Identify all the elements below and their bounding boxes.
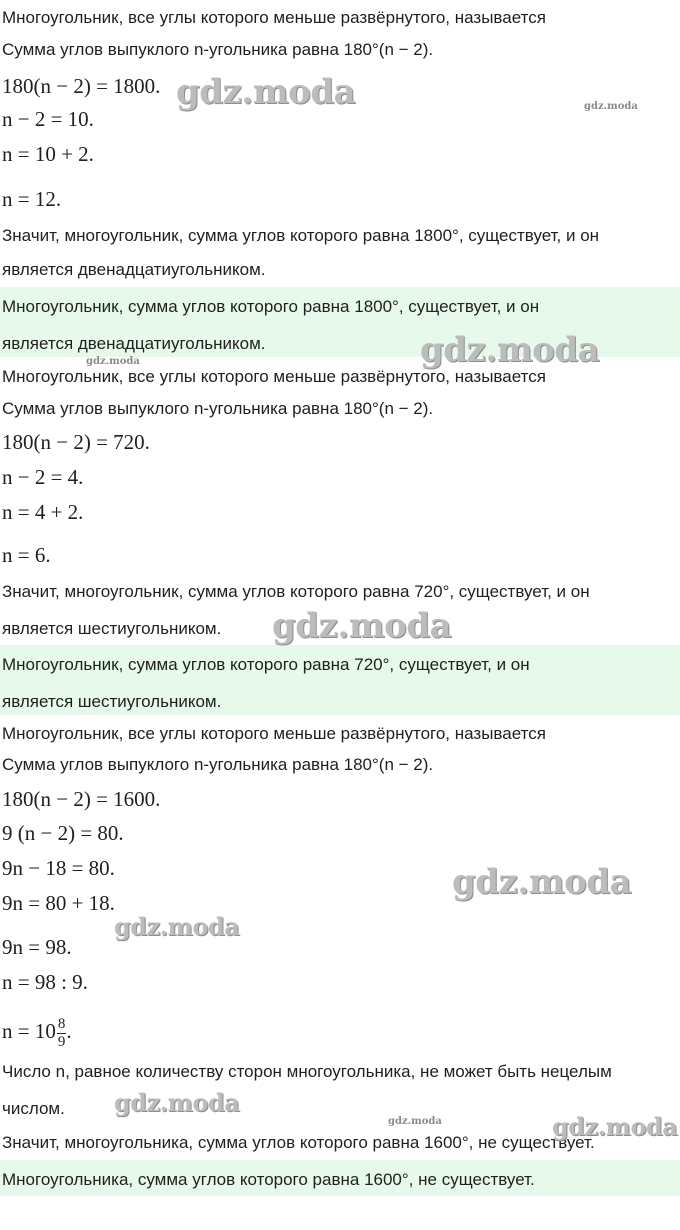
watermark-logo: gdz.moda: [176, 72, 356, 112]
block3-equation-1: 180(n − 2) = 1600.: [2, 787, 161, 811]
block2-equation-4: n = 6.: [2, 543, 51, 567]
block3-equation-5: 9n = 98.: [2, 935, 72, 959]
watermark-logo: gdz.moda: [114, 1088, 240, 1117]
block2-answer-line-1: Многоугольник, сумма углов которого равна 720°, существует, и он: [2, 655, 530, 674]
block3-equation-3: 9n − 18 = 80.: [2, 856, 115, 880]
block3-equation-7-whole: n = 10: [2, 1019, 56, 1043]
block2-answer-line-2: является шестиугольником.: [2, 692, 222, 711]
block1-equation-3: n = 10 + 2.: [2, 142, 94, 166]
watermark-logo: gdz.moda: [552, 1112, 678, 1141]
block2-sum-formula: Сумма углов выпуклого n-угольника равна 180°(n − 2).: [2, 399, 434, 418]
watermark-logo: gdz.moda: [272, 606, 452, 646]
block1-answer-line-1: Многоугольник, сумма углов которого равна 1800°, существует, и он: [2, 297, 540, 316]
block1-equation-1: 180(n − 2) = 1800.: [2, 74, 161, 98]
block2-equation-1: 180(n − 2) = 720.: [2, 430, 150, 454]
block3-equation-2: 9 (n − 2) = 80.: [2, 821, 124, 845]
block1-sum-formula: Сумма углов выпуклого n-угольника равна 180°(n − 2).: [2, 40, 434, 59]
block3-note-line-2: числом.: [2, 1099, 65, 1118]
watermark-logo-small: gdz.moda: [584, 101, 638, 112]
block2-intro: Многоугольник, все углы которого меньше развёрнутого, называется: [2, 367, 546, 386]
block1-conclusion-line-1: Значит, многоугольник, сумма углов которого равна 1800°, существует, и он: [2, 226, 600, 245]
block3-intro: Многоугольник, все углы которого меньше развёрнутого, называется: [2, 724, 546, 743]
block1-conclusion-line-2: является двенадцатиугольником.: [2, 260, 266, 279]
block1-equation-4: n = 12.: [2, 187, 62, 211]
watermark-logo-small: gdz.moda: [86, 356, 140, 367]
block1-equation-2: n − 2 = 10.: [2, 107, 94, 131]
block3-equation-6: n = 98 : 9.: [2, 970, 88, 994]
block3-equation-7-end: .: [66, 1019, 72, 1043]
watermark-logo: gdz.moda: [420, 330, 600, 370]
block1-answer-line-2: является двенадцатиугольником.: [2, 334, 266, 353]
block3-equation-7: [2, 1012, 72, 1051]
block3-conclusion: Значит, многоугольника, сумма углов которого равна 1600°, не существует.: [2, 1133, 595, 1152]
fraction-numerator: 8: [57, 1015, 66, 1032]
watermark-logo: gdz.moda: [114, 912, 240, 941]
fraction-denominator: 9: [57, 1033, 66, 1050]
block3-equation-4: 9n = 80 + 18.: [2, 891, 115, 915]
block3-answer: Многоугольника, сумма углов которого равна 1600°, не существует.: [2, 1170, 535, 1189]
block3-note-line-1: Число n, равное количеству сторон многоугольника, не может быть нецелым: [2, 1062, 612, 1081]
watermark-logo: gdz.moda: [452, 862, 632, 902]
block2-conclusion-line-2: является шестиугольником.: [2, 619, 222, 638]
block2-equation-2: n − 2 = 4.: [2, 465, 84, 489]
mixed-fraction: [57, 1016, 67, 1051]
block2-equation-3: n = 4 + 2.: [2, 500, 84, 524]
block3-sum-formula: Сумма углов выпуклого n-угольника равна 180°(n − 2).: [2, 755, 434, 774]
watermark-logo-small: gdz.moda: [388, 1116, 442, 1127]
block1-intro: Многоугольник, все углы которого меньше развёрнутого, называется: [2, 8, 546, 27]
block2-conclusion-line-1: Значит, многоугольник, сумма углов которого равна 720°, существует, и он: [2, 582, 590, 601]
